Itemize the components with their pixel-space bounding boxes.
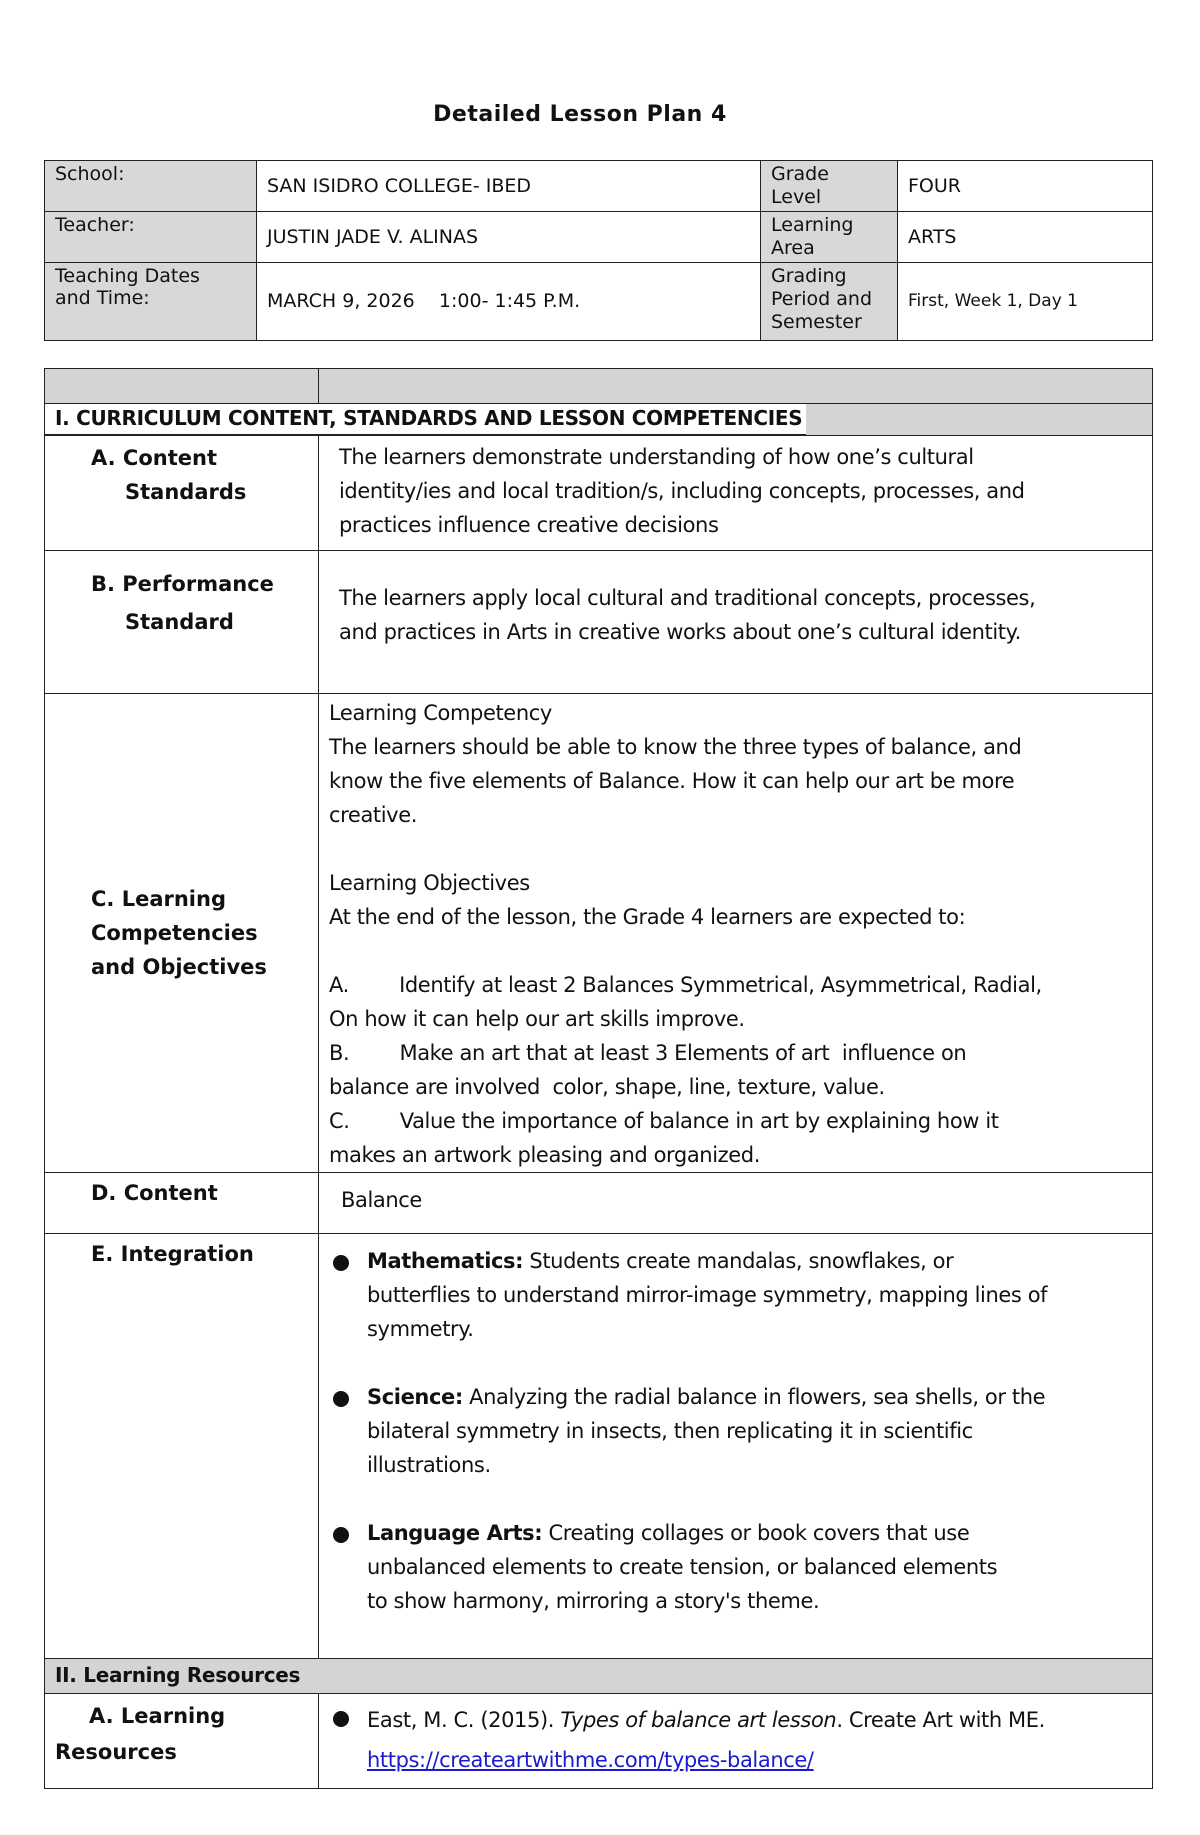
teacher-value: JUSTIN JADE V. ALINAS	[257, 212, 761, 263]
competency-line: makes an artwork pleasing and organized.	[329, 1143, 760, 1167]
competency-line: On how it can help our art skills improve.	[329, 1007, 745, 1031]
competency-line: C. Value the importance of balance in art by explaining how it	[329, 1109, 999, 1133]
competency-line: know the five elements of Balance. How it can help our art be more	[329, 769, 1015, 793]
learning-resources-label-cell	[45, 1694, 319, 1789]
performance-standard-label-cell	[45, 551, 319, 694]
learning-area-label: Learning Area	[761, 212, 898, 263]
integration-item-science: Science: Analyzing the radial balance in flowers, sea shells, or the bilateral symmetry in insects, then replicating it in scientific illustrations.	[333, 1380, 1142, 1482]
grey-header-cell-left	[45, 369, 319, 404]
bullet-icon	[333, 1527, 349, 1543]
bullet-icon	[333, 1391, 349, 1407]
competency-line: Learning Competency	[329, 701, 552, 725]
competency-line: At the end of the lesson, the Grade 4 learners are expected to:	[329, 905, 966, 929]
learning-resources-text	[319, 1694, 1153, 1789]
learning-resources-label: A. Learning Resources	[55, 1704, 226, 1764]
reference-link[interactable]: https://createartwithme.com/types-balance/	[367, 1748, 814, 1772]
teacher-label: Teacher:	[45, 212, 257, 263]
content-label: D. Content	[91, 1181, 218, 1205]
bullet-icon	[333, 1255, 349, 1271]
integration-row	[45, 1234, 1153, 1659]
grading-period-value: First, Week 1, Day 1	[898, 263, 1153, 341]
content-standards-label: A. Content Standards	[91, 446, 247, 504]
teaching-dates-value: MARCH 9, 2026 1:00- 1:45 P.M.	[257, 263, 761, 341]
content-standards-text: The learners demonstrate understanding of how one’s cultural identity/ies and local tradition/s, including concepts, processes, and practices influence creative decisions	[319, 436, 1153, 551]
competency-line: Learning Objectives	[329, 871, 530, 895]
integration-label: E. Integration	[91, 1242, 254, 1266]
reference-item: East, M. C. (2015). Types of balance art lesson. Create Art with ME. https://createartwithme.com/types-balance/	[333, 1700, 1142, 1780]
competency-line: creative.	[329, 803, 417, 827]
content-row	[45, 1173, 1153, 1234]
teaching-dates-label: Teaching Dates and Time:	[45, 263, 257, 341]
grade-level-value: FOUR	[898, 161, 1153, 212]
competencies-row	[45, 694, 1153, 1173]
learning-area-value: ARTS	[898, 212, 1153, 263]
grade-level-label: Grade Level	[761, 161, 898, 212]
content-text: Balance	[319, 1173, 1153, 1234]
competencies-lines	[329, 696, 1142, 1172]
section-1-heading-row	[45, 404, 1153, 436]
info-table	[44, 160, 1153, 341]
document-title: Detailed Lesson Plan 4	[433, 102, 727, 127]
competencies-text	[319, 694, 1153, 1173]
section-1-heading-cell	[45, 404, 1153, 436]
content-standards-label-cell	[45, 436, 319, 551]
section-1-heading: I. CURRICULUM CONTENT, STANDARDS AND LESSON COMPETENCIES	[45, 404, 806, 435]
competency-line: B. Make an art that at least 3 Elements of art influence on	[329, 1041, 967, 1065]
bullet-icon	[333, 1711, 349, 1727]
lesson-table	[44, 368, 1153, 1789]
school-value: SAN ISIDRO COLLEGE- IBED	[257, 161, 761, 212]
content-label-cell	[45, 1173, 319, 1234]
competency-line: balance are involved color, shape, line, texture, value.	[329, 1075, 885, 1099]
grading-period-label: Grading Period and Semester	[761, 263, 898, 341]
integration-label-cell	[45, 1234, 319, 1659]
competency-line	[329, 934, 1142, 968]
grey-header-row	[45, 369, 1153, 404]
integration-item-math: Mathematics: Students create mandalas, snowflakes, or butterflies to understand mirror-image symmetry, mapping lines of symmetry.	[333, 1244, 1142, 1346]
competency-line: The learners should be able to know the three types of balance, and	[329, 735, 1022, 759]
competency-line	[329, 832, 1142, 866]
competencies-label-cell	[45, 694, 319, 1173]
integration-list	[319, 1234, 1153, 1659]
section-2-heading-row	[45, 1659, 1153, 1694]
section-2-heading: II. Learning Resources	[45, 1659, 1153, 1694]
school-label: School:	[45, 161, 257, 212]
performance-standard-row	[45, 551, 1153, 694]
competencies-label: C. Learning Competencies and Objectives	[91, 887, 267, 979]
performance-standard-label: B. Performance Standard	[91, 572, 274, 634]
content-standards-row	[45, 436, 1153, 551]
learning-resources-row	[45, 1694, 1153, 1789]
performance-standard-text: The learners apply local cultural and traditional concepts, processes, and practices in Arts in creative works about one’s cultural identity.	[319, 551, 1153, 694]
competency-line: A. Identify at least 2 Balances Symmetrical, Asymmetrical, Radial,	[329, 973, 1042, 997]
grey-header-cell-right	[319, 369, 1153, 404]
integration-item-language-arts: Language Arts: Creating collages or book covers that use unbalanced elements to create tension, or balanced elements to show harmony, mirroring a story's theme.	[333, 1516, 1142, 1618]
